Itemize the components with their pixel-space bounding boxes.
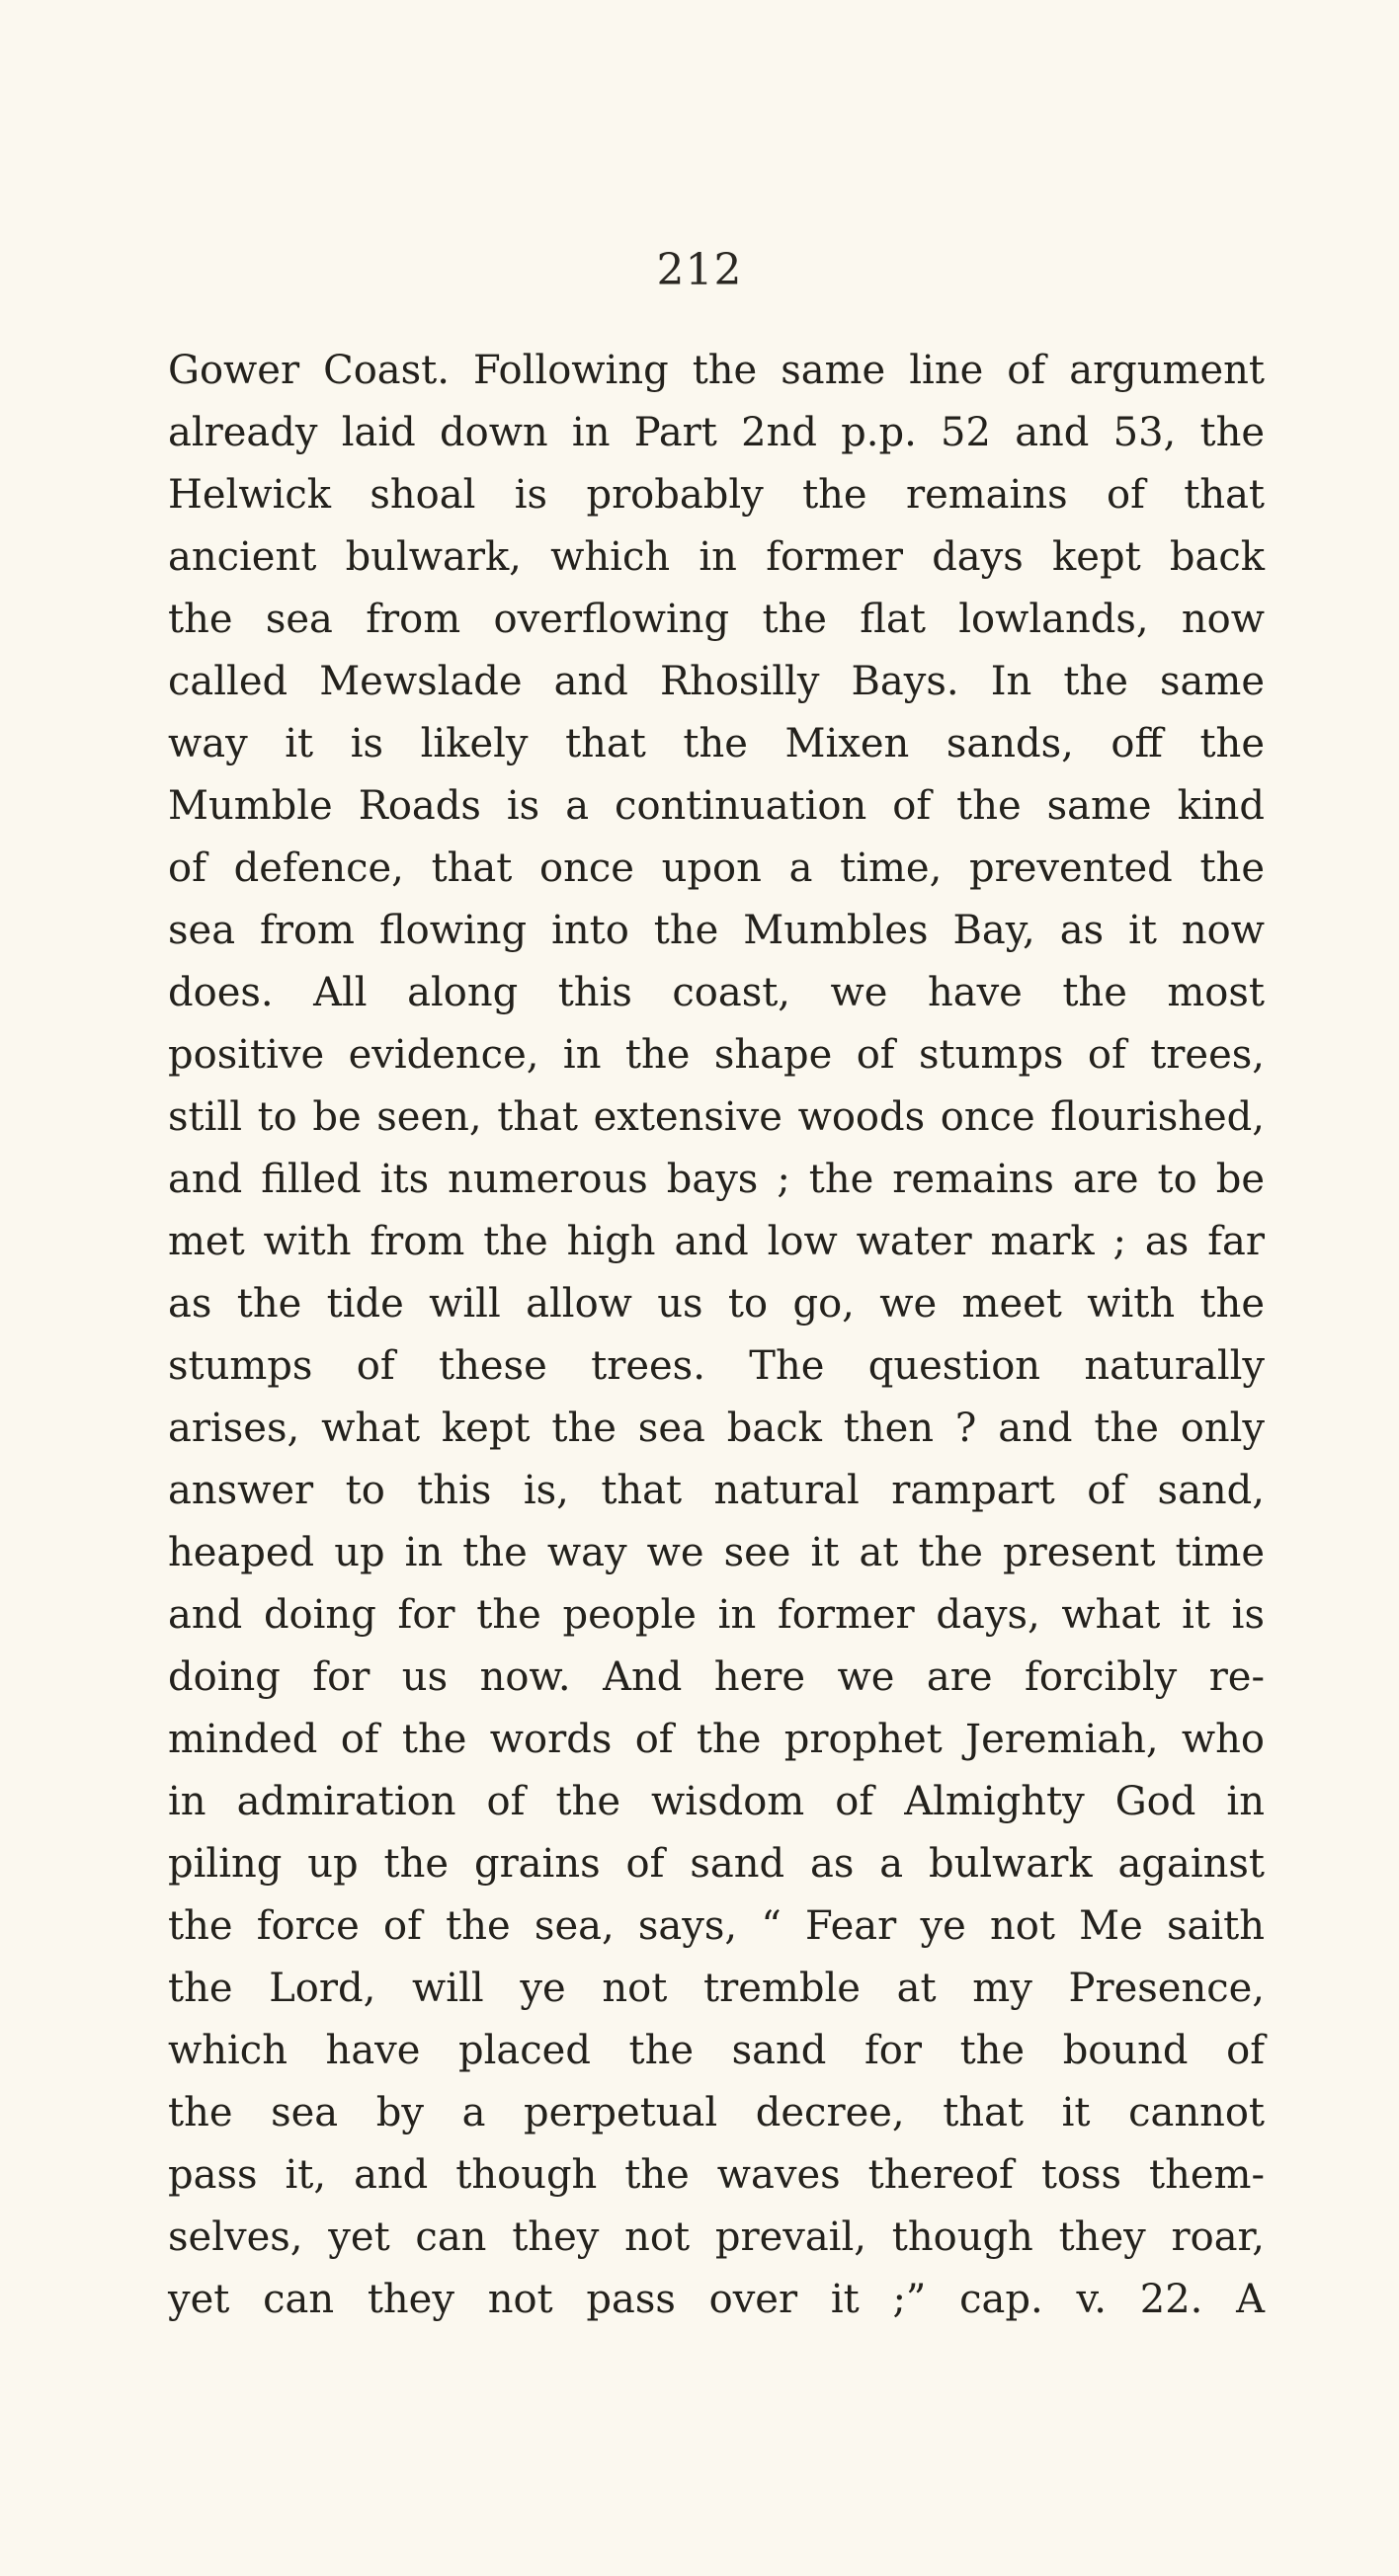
text-line: still to be seen, that extensive woods once flourished, bbox=[168, 1094, 1265, 1140]
text-line: piling up the grains of sand as a bulwark against bbox=[168, 1841, 1265, 1887]
text-line: stumps of these trees. The question naturally bbox=[168, 1343, 1265, 1389]
text-line: answer to this is, that natural rampart of sand, bbox=[168, 1468, 1265, 1513]
text-line: met with from the high and low water mark ; as far bbox=[168, 1219, 1265, 1264]
text-line: as the tide will allow us to go, we meet with the bbox=[168, 1281, 1265, 1327]
text-line: called Mewslade and Rhosilly Bays. In the same bbox=[168, 659, 1265, 704]
text-line: and doing for the people in former days, what it is bbox=[168, 1592, 1265, 1638]
text-line: which have placed the sand for the bound of bbox=[168, 2028, 1265, 2073]
text-line: yet can they not pass over it ;” cap. v. 22. A bbox=[168, 2277, 1265, 2322]
page-number: 212 bbox=[656, 245, 743, 295]
text-line: arises, what kept the sea back then ? and the only bbox=[168, 1406, 1265, 1451]
text-line: sea from flowing into the Mumbles Bay, as it now bbox=[168, 908, 1265, 953]
text-line: heaped up in the way we see it at the present time bbox=[168, 1530, 1265, 1575]
body-text bbox=[168, 340, 1265, 2331]
text-line: pass it, and though the waves thereof toss them- bbox=[168, 2152, 1265, 2198]
text-line: positive evidence, in the shape of stumps of trees, bbox=[168, 1032, 1265, 1078]
text-line: already laid down in Part 2nd p.p. 52 and 53, the bbox=[168, 410, 1265, 455]
text-line: the sea by a perpetual decree, that it cannot bbox=[168, 2090, 1265, 2135]
text-line: and filled its numerous bays ; the remains are to be bbox=[168, 1157, 1265, 1202]
text-line: doing for us now. And here we are forcibly re- bbox=[168, 1654, 1265, 1700]
text-line: ancient bulwark, which in former days kept back bbox=[168, 534, 1265, 580]
text-line: way it is likely that the Mixen sands, off the bbox=[168, 721, 1265, 766]
text-line: of defence, that once upon a time, prevented the bbox=[168, 845, 1265, 891]
text-line: Mumble Roads is a continuation of the same kind bbox=[168, 783, 1265, 829]
text-line: the force of the sea, says, “ Fear ye not Me saith bbox=[168, 1903, 1265, 1949]
text-line: minded of the words of the prophet Jeremiah, who bbox=[168, 1717, 1265, 1762]
text-line: the sea from overflowing the flat lowlands, now bbox=[168, 597, 1265, 642]
text-line: Gower Coast. Following the same line of argument bbox=[168, 348, 1265, 393]
text-line: does. All along this coast, we have the most bbox=[168, 970, 1265, 1015]
text-line: Helwick shoal is probably the remains of that bbox=[168, 472, 1265, 518]
text-line: selves, yet can they not prevail, though they roar, bbox=[168, 2214, 1265, 2260]
text-line: in admiration of the wisdom of Almighty God in bbox=[168, 1779, 1265, 1824]
text-line: the Lord, will ye not tremble at my Presence, bbox=[168, 1966, 1265, 2011]
